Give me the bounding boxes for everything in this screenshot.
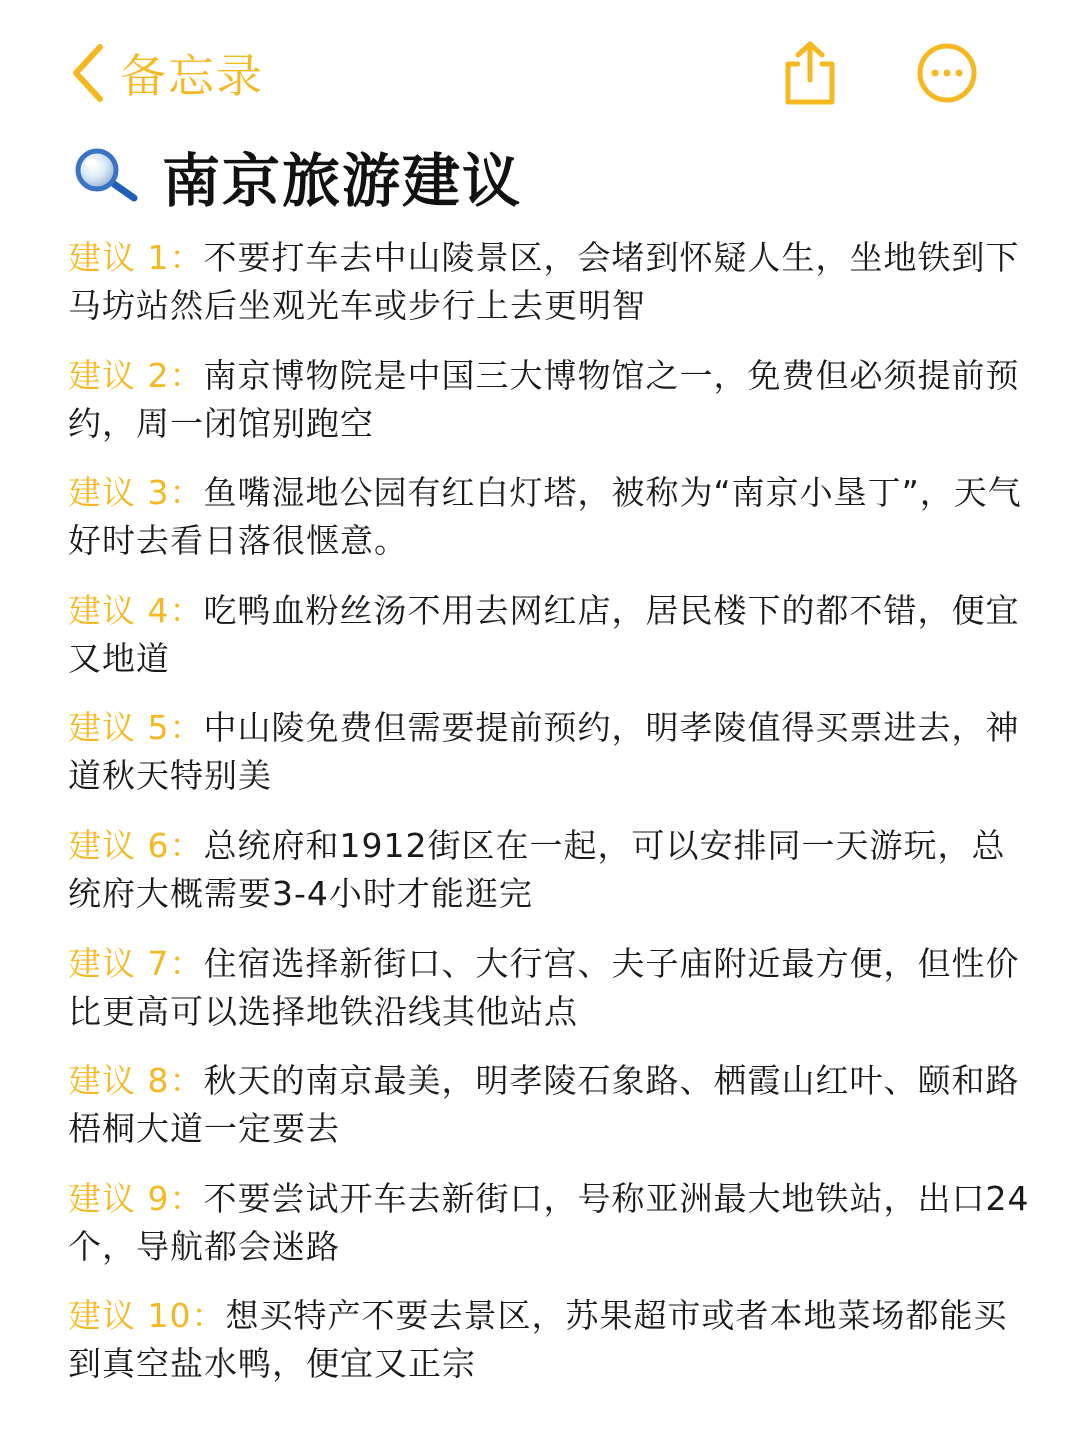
tip-item: 建议 6：总统府和1912街区在一起，可以安排同一天游玩，总统府大概需要3-4小时才能逛完 xyxy=(68,825,1006,913)
tip-text: 想买特产不要去景区，苏果超市或者本地菜场都能买到真空盐水鸭，便宜又正宗 xyxy=(68,1296,1008,1384)
more-icon xyxy=(916,42,978,104)
page-title: 南京旅游建议 xyxy=(162,147,523,215)
tip-text: 鱼嘴湿地公园有红白灯塔，被称为“南京小垦丁”，天气好时去看日落很惬意。 xyxy=(68,473,1022,561)
tip-label: 建议 10 xyxy=(68,1296,192,1336)
tips-list xyxy=(68,234,1033,1410)
more-button[interactable] xyxy=(916,42,978,104)
back-button[interactable] xyxy=(70,38,264,108)
tip-text: 吃鸭血粉丝汤不用去网红店，居民楼下的都不错，便宜又地道 xyxy=(68,590,1020,678)
share-icon xyxy=(780,40,840,106)
nav-bar xyxy=(0,0,1080,140)
tip-item: 建议 9：不要尝试开车去新街口，号称亚洲最大地铁站，出口24个，导航都会迷路 xyxy=(68,1178,1030,1266)
tip-text: 总统府和1912街区在一起，可以安排同一天游玩，总统府大概需要3-4小时才能逛完 xyxy=(68,825,1006,913)
tip-item: 建议 2：南京博物院是中国三大博物馆之一，免费但必须提前预约，周一闭馆别跑空 xyxy=(68,355,1020,443)
tip-text: 不要尝试开车去新街口，号称亚洲最大地铁站，出口24个，导航都会迷路 xyxy=(68,1178,1030,1266)
tip-label: 建议 7 xyxy=(68,943,170,983)
chevron-left-icon xyxy=(70,43,106,103)
tip-item: 建议 10：想买特产不要去景区，苏果超市或者本地菜场都能买到真空盐水鸭，便宜又正宗 xyxy=(68,1296,1008,1384)
tip-text: 不要打车去中山陵景区，会堵到怀疑人生，坐地铁到下马坊站然后坐观光车或步行上去更明智 xyxy=(68,238,1020,325)
tip-label: 建议 6 xyxy=(68,825,170,865)
tip-text: 南京博物院是中国三大博物馆之一，免费但必须提前预约，周一闭馆别跑空 xyxy=(68,355,1020,443)
note-title-row xyxy=(70,136,522,216)
tip-text: 住宿选择新街口、大行宫、夫子庙附近最方便，但性价比更高可以选择地铁沿线其他站点 xyxy=(68,943,1020,1031)
tip-item: 建议 4：吃鸭血粉丝汤不用去网红店，居民楼下的都不错，便宜又地道 xyxy=(68,590,1020,678)
tip-item: 建议 7：住宿选择新街口、大行宫、夫子庙附近最方便，但性价比更高可以选择地铁沿线其他站点 xyxy=(68,943,1020,1031)
tip-text: 中山陵免费但需要提前预约，明孝陵值得买票进去，神道秋天特别美 xyxy=(68,708,1020,796)
share-button[interactable] xyxy=(780,40,840,106)
tip-item: 建议 8：秋天的南京最美，明孝陵石象路、栖霞山红叶、颐和路梧桐大道一定要去 xyxy=(68,1061,1020,1149)
tip-label: 建议 8 xyxy=(68,1061,170,1101)
tip-label: 建议 2 xyxy=(68,355,170,395)
tip-label: 建议 4 xyxy=(68,590,170,630)
tip-text: 秋天的南京最美，明孝陵石象路、栖霞山红叶、颐和路梧桐大道一定要去 xyxy=(68,1061,1020,1149)
tip-label: 建议 1 xyxy=(68,238,170,277)
back-label: 备忘录 xyxy=(120,49,264,103)
magnifier-icon xyxy=(70,146,142,206)
tip-item: 建议 1：不要打车去中山陵景区，会堵到怀疑人生，坐地铁到下马坊站然后坐观光车或步行上去更明智 xyxy=(68,238,1020,325)
tip-label: 建议 3 xyxy=(68,473,170,513)
tip-label: 建议 5 xyxy=(68,708,170,748)
tip-item: 建议 3：鱼嘴湿地公园有红白灯塔，被称为“南京小垦丁”，天气好时去看日落很惬意。 xyxy=(68,473,1022,561)
tip-label: 建议 9 xyxy=(68,1178,170,1218)
tip-item: 建议 5：中山陵免费但需要提前预约，明孝陵值得买票进去，神道秋天特别美 xyxy=(68,708,1020,796)
